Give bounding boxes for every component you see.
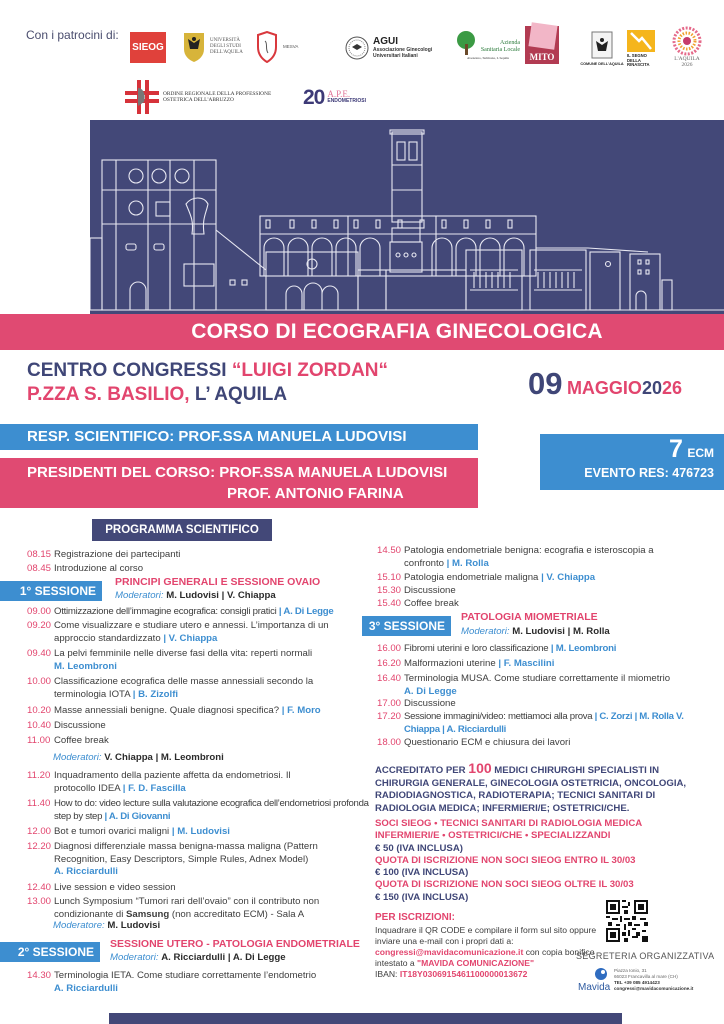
event-date: 09 MAGGIO2026	[528, 366, 682, 401]
program-item: 08.15 Registrazione dei partecipanti	[27, 549, 181, 560]
comune-aquila-logo: COMUNE DELL'AQUILA	[577, 26, 627, 70]
secretariat-label: SEGRETERIA ORGANIZZATIVA	[576, 951, 715, 961]
sieog-logo: SIEOG	[130, 32, 166, 63]
venue-line: CENTRO CONGRESSI “LUIGI ZORDAN“	[27, 360, 389, 381]
lightning-icon	[627, 30, 655, 52]
session-2-tag: 2° SESSIONE	[0, 942, 100, 962]
sponsor-brand: Samsung	[126, 908, 170, 920]
evento-res: EVENTO RES: 476723	[584, 466, 714, 480]
program-item: 16.20 Malformazioni uterine | F. Mascilini	[377, 658, 555, 669]
program-item: 11.40 How to do: video lecture sulla valutazione ecografica dell’endometriosi profonda step by step | A. Di Giovanni	[27, 798, 369, 822]
building-skyline-illustration	[90, 120, 724, 314]
footer-bar	[109, 1013, 622, 1024]
radiant-circle-icon	[672, 26, 702, 56]
program-item: 12.20 Diagnosi differenziale massa benigna-massa maligna (Pattern Recognition, Easy Descriptors, Simple Rules, Adnex Model) A. Ricciardulli	[27, 841, 318, 877]
fee-3-value: € 150 (IVA INCLUSA)	[375, 891, 469, 903]
mito-logo: MITO	[525, 26, 559, 64]
program-item: 15.30 Discussione	[377, 585, 456, 596]
date-day: 09	[528, 366, 563, 401]
course-presidents: PRESIDENTI DEL CORSO: PROF.SSA MANUELA LUDOVISI PROF. ANTONIO FARINA	[0, 458, 478, 508]
session-2-title: SESSIONE UTERO - PATOLOGIA ENDOMETRIALE	[110, 938, 360, 950]
scientific-responsible: RESP. SCIENTIFICO: PROF.SSA MANUELA LUDOVISI	[0, 424, 478, 450]
eagle-shield-icon	[182, 31, 206, 63]
tree-icon	[456, 30, 478, 56]
session-1-title: PRINCIPI GENERALI E SESSIONE OVAIO	[115, 576, 321, 588]
hero-illustration	[90, 120, 724, 314]
asl-logo: Azienda Sanitaria Locale Avezzano, Sulmona, L'Aquila	[456, 28, 520, 70]
qr-code[interactable]	[606, 900, 648, 942]
registration-email[interactable]: congressi@mavidacomunicazione.it	[375, 947, 524, 957]
ecm-box: 7 ECM EVENTO RES: 476723	[540, 434, 724, 490]
date-month: MAGGIO	[566, 378, 642, 398]
agui-seal-icon	[345, 36, 369, 60]
program-item: 12.00 Bot e tumori ovarici maligni | M. Ludovisi	[27, 826, 230, 837]
venue-name: “LUIGI ZORDAN“	[231, 360, 389, 381]
sponsors-label: Con i patrocini di:	[26, 28, 119, 42]
fee-2-value: € 100 (IVA INCLUSA)	[375, 867, 469, 879]
program-item: 18.00 Questionario ECM e chiusura dei lavori	[377, 737, 571, 748]
mavida-contacts: Piazza Ionio, 31 66023 Francavilla al mare (CH) TEL +39 085 4914423 congressi@mavidacomunicazione.it	[614, 968, 694, 991]
iban: IT18Y0306915461100000013672	[399, 969, 528, 979]
fees-block: SOCI SIEOG • TECNICI SANITARI DI RADIOLOGIA MEDICA INFERMIERI/E • OSTETRICI/CHE • SPECIALIZZANDI € 50 (IVA INCLUSA) QUOTA DI ISCRIZIONE NON SOCI SIEOG ENTRO IL 30/03 € 100 (IVA INCLUSA) QUOTA DI ISCRIZIONE NON SOCI SIEOG OLTRE IL 30/03 € 150 (IVA INCLUSA)	[375, 818, 705, 904]
program-item: 11.20 Inquadramento della paziente affetta da endometriosi. Il protocollo IDEA | F. D. Fascilla	[27, 770, 291, 794]
program-item: 14.50 Patologia endometriale benigna: ecografia e isteroscopia a confronto | M. Rolla	[377, 545, 654, 569]
univaq-logo: UNIVERSITÀ DEGLI STUDI DELL'AQUILA	[182, 30, 246, 64]
program-item: 17.20 Sessione immagini/video: mettiamoci alla prova | C. Zorzi | M. Rolla V. Chiappa | A. Ricciardulli	[377, 711, 684, 735]
program-item: 08.45 Introduzione al corso	[27, 563, 144, 574]
ecm-value: 7	[668, 435, 683, 463]
program-item: 15.40 Coffee break	[377, 598, 459, 609]
session-1-moderators: Moderatori: M. Ludovisi | V. Chiappa	[115, 590, 276, 601]
program-item: 10.00 Classificazione ecografica delle masse annessiali secondo la terminologia IOTA | B. Zizolfi	[27, 676, 314, 700]
program-item: 17.00 Discussione	[377, 698, 456, 709]
aquila-2026-logo: L'AQUILA 2026	[667, 24, 707, 70]
program-item: 11.00 Coffee break	[27, 735, 109, 746]
title-band	[0, 314, 724, 350]
segno-rinascita-logo: IL SEGNO DELLA RINASCITA	[627, 27, 659, 71]
qr-code-icon	[606, 900, 648, 942]
session-2-moderators: Moderatori: A. Ricciardulli | A. Di Legge	[110, 952, 286, 963]
course-title: CORSO DI ECOGRAFIA GINECOLOGICA	[191, 320, 603, 343]
red-cross-icon	[125, 80, 159, 114]
program-item: 13.00 Lunch Symposium “Tumori rari dell’ovaio” con il contributo non condizionante di Samsung (non accreditato ECM) - Sala A	[27, 896, 320, 920]
shield-icon	[256, 31, 278, 63]
fee-1-value: € 50 (IVA INCLUSA)	[375, 842, 463, 854]
address-line: P.ZZA S. BASILIO, L’ AQUILA	[27, 384, 288, 405]
program-item: 16.40 Terminologia MUSA. Come studiare correttamente il miometrio A. Di Legge	[377, 673, 671, 697]
session-1-tag: 1° SESSIONE	[0, 581, 102, 601]
moderators-block-2: Moderatori: V. Chiappa | M. Leombroni	[53, 752, 224, 763]
mavida-logo: Mavida	[584, 966, 618, 996]
ape-logo: 20 A.P.E. ENDOMETRIOSI	[303, 85, 366, 109]
program-item: 09.40 La pelvi femminile nelle diverse fasi della vita: reperti normali M. Leombroni	[27, 648, 313, 672]
agui-logo: AGUI Associazione Ginecologi Universitari Italiani	[345, 33, 445, 63]
program-item: 12.40 Live session e video session	[27, 882, 176, 893]
session-3-moderators: Moderatori: M. Ludovisi | M. Rolla	[461, 626, 610, 637]
program-item: 15.10 Patologia endometriale maligna | V. Chiappa	[377, 572, 596, 583]
moderator-block-3: Moderatore: M. Ludovisi	[53, 920, 161, 931]
program-item: 10.40 Discussione	[27, 720, 106, 731]
program-item: 14.30 Terminologia IETA. Come studiare correttamente l’endometrio A. Ricciardulli	[27, 970, 317, 994]
program-item: 09.20 Come visualizzare e studiare utero e annessi. L’importanza di un approccio standardizzato | V. Chiappa	[27, 620, 329, 644]
mesva-logo: MESVA	[256, 30, 332, 64]
program-item: 10.20 Masse annessiali benigne. Quale diagnosi specifica? | F. Moro	[27, 705, 321, 716]
registration-info: PER ISCRIZIONI: Inquadrare il QR CODE e compilare il form sul sito oppure inviare una e-mail con i propri dati a: congressi@mavidacomunicazione.it con copia bonifico intestato a "MAVIDA COMUNICAZIONE" IBAN: IT18Y0306915461100000013672	[375, 912, 597, 979]
program-item: 16.00 Fibromi uterini e loro classificazione | M. Leombroni	[377, 643, 617, 654]
program-item: 09.00 Ottimizzazione dell’immagine ecografica: consigli pratici | A. Di Legge	[27, 606, 334, 617]
accreditation-text: ACCREDITATO PER 100 MEDICI CHIRURGHI SPECIALISTI IN CHIRURGIA GENERALE, GINECOLOGIA OSTETRICIA, ONCOLOGIA, RADIODIAGNOSTICA, RADIOTERAPIA; TECNICI SANITARI DI RADIOLOGIA MEDICA; INFERMIERI/E; OSTETRICI/CHE.	[375, 760, 687, 814]
programma-heading: PROGRAMMA SCIENTIFICO	[92, 519, 272, 541]
session-3-tag: 3° SESSIONE	[362, 616, 451, 636]
session-3-title: PATOLOGIA MIOMETRIALE	[461, 611, 598, 623]
ordine-ostetrica-logo: ORDINE REGIONALE DELLA PROFESSIONE OSTETRICA DELL'ABRUZZO	[125, 80, 285, 114]
eagle-crest-icon	[591, 31, 613, 59]
